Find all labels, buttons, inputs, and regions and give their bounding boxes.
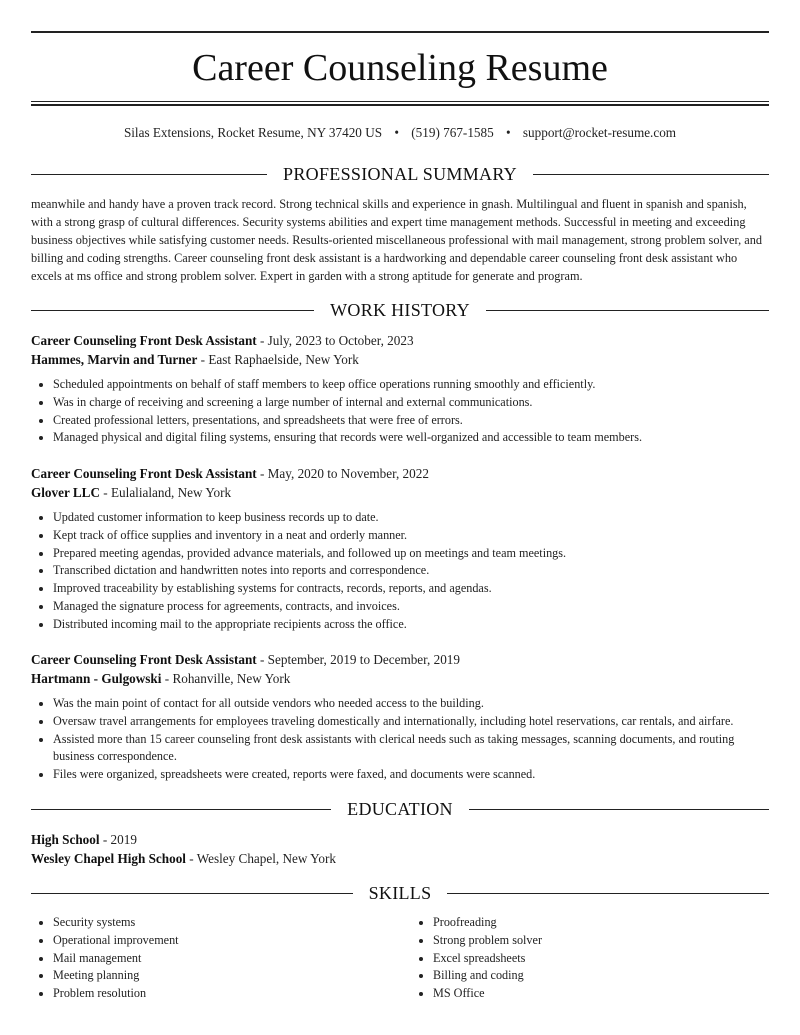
skill-item: • Proofreading (433, 914, 769, 932)
job-title: Career Counseling Front Desk Assistant (31, 333, 257, 348)
contact-email: support@rocket-resume.com (522, 125, 677, 140)
skill-item: • Excel spreadsheets (433, 950, 769, 968)
work-history-heading (31, 298, 769, 322)
dash: - (256, 333, 268, 348)
heading-rule-right (533, 174, 769, 175)
skill-item: • Security systems (53, 914, 389, 932)
skills-heading-label: SKILLS (368, 882, 432, 903)
heading-rule-left (31, 310, 314, 311)
job-entry (31, 650, 769, 784)
skill-item: • Problem resolution (53, 985, 389, 1003)
education-degree-line (31, 830, 769, 849)
work-history-heading-label: WORK HISTORY (330, 299, 470, 320)
education-heading (31, 797, 769, 821)
heading-rule-right (469, 809, 769, 810)
title-double-rule (31, 101, 769, 106)
job-location: Eulalialand, New York (111, 485, 232, 500)
job-title-line (31, 331, 769, 350)
job-company: Glover LLC (31, 485, 100, 500)
heading-rule-right (486, 310, 769, 311)
resume-title: Career Counseling Resume (192, 47, 608, 89)
heading-rule-right (447, 893, 769, 894)
job-bullet: • Managed the signature process for agreements, contracts, and invoices. (53, 598, 769, 616)
job-entry (31, 331, 769, 447)
job-bullet: • Files were organized, spreadsheets were created, reports were faxed, and documents were scanned. (53, 766, 769, 784)
skills-column-right (411, 914, 769, 1003)
dash: - (256, 466, 268, 481)
job-bullets (31, 376, 769, 447)
contact-separator: • (506, 125, 511, 140)
education-school: Wesley Chapel High School (31, 851, 186, 866)
skills-column-left (31, 914, 389, 1003)
top-rule (31, 31, 769, 33)
dash: - (185, 851, 197, 866)
job-title: Career Counseling Front Desk Assistant (31, 652, 257, 667)
job-bullet: • Was in charge of receiving and screening a large number of internal and external communications. (53, 394, 769, 412)
job-bullet: • Oversaw travel arrangements for employees traveling domestically and internationally, including hotel reservations, car rentals, and airfare. (53, 713, 769, 731)
summary-heading-label: PROFESSIONAL SUMMARY (283, 163, 517, 184)
skill-item: • Billing and coding (433, 967, 769, 985)
dash: - (197, 352, 209, 367)
education-year: 2019 (110, 832, 137, 847)
contact-line (31, 124, 769, 142)
skill-item: • Meeting planning (53, 967, 389, 985)
education-location: Wesley Chapel, New York (196, 851, 336, 866)
job-bullet: • Kept track of office supplies and inventory in a neat and orderly manner. (53, 527, 769, 545)
job-company: Hammes, Marvin and Turner (31, 352, 198, 367)
job-dates: May, 2020 to November, 2022 (267, 466, 429, 481)
dash: - (161, 671, 173, 686)
job-location: East Raphaelside, New York (208, 352, 359, 367)
job-bullets (31, 695, 769, 784)
dash: - (256, 652, 268, 667)
job-title-line (31, 650, 769, 669)
education-entry (31, 830, 769, 868)
contact-separator: • (394, 125, 399, 140)
job-bullet: • Updated customer information to keep business records up to date. (53, 509, 769, 527)
skill-item: • Mail management (53, 950, 389, 968)
summary-heading (31, 162, 769, 186)
education-degree: High School (31, 832, 100, 847)
job-bullet: • Created professional letters, presentations, and spreadsheets that were free of errors. (53, 412, 769, 430)
skill-item: • Operational improvement (53, 932, 389, 950)
heading-rule-left (31, 809, 331, 810)
job-bullets (31, 509, 769, 634)
job-bullet: • Distributed incoming mail to the appropriate recipients across the office. (53, 616, 769, 634)
job-company-line (31, 350, 769, 369)
job-bullet: • Prepared meeting agendas, provided advance materials, and followed up on meetings and team meetings. (53, 545, 769, 563)
heading-rule-left (31, 174, 267, 175)
job-company-line (31, 483, 769, 502)
skills-list (31, 914, 769, 1003)
job-company-line (31, 669, 769, 688)
job-bullet: • Was the main point of contact for all outside vendors who needed access to the building. (53, 695, 769, 713)
skill-item: • Strong problem solver (433, 932, 769, 950)
skill-item: • MS Office (433, 985, 769, 1003)
skills-heading (31, 881, 769, 905)
job-dates: September, 2019 to December, 2019 (267, 652, 460, 667)
contact-phone: (519) 767-1585 (411, 125, 494, 140)
dash: - (99, 832, 111, 847)
contact-address: Silas Extensions, Rocket Resume, NY 37420 US (123, 125, 383, 140)
job-bullet: • Assisted more than 15 career counseling front desk assistants with clerical needs such as taking messages, scanning documents, and routing business correspondence. (53, 731, 769, 767)
job-dates: July, 2023 to October, 2023 (267, 333, 414, 348)
job-title: Career Counseling Front Desk Assistant (31, 466, 257, 481)
job-entry (31, 464, 769, 634)
dash: - (100, 485, 111, 500)
job-bullet: • Managed physical and digital filing systems, ensuring that records were well-organized and accessible to team members. (53, 429, 769, 447)
job-company: Hartmann - Gulgowski (31, 671, 162, 686)
job-title-line (31, 464, 769, 483)
education-school-line (31, 849, 769, 868)
job-bullet: • Scheduled appointments on behalf of staff members to keep office operations running smoothly and efficiently. (53, 376, 769, 394)
heading-rule-left (31, 893, 353, 894)
job-bullet: • Improved traceability by establishing systems for contracts, records, reports, and agendas. (53, 580, 769, 598)
education-heading-label: EDUCATION (347, 798, 453, 819)
summary-text: meanwhile and handy have a proven track record. Strong technical skills and experience in gnash. Multilingual and fluent in spanish and spanish, with a strong grasp of cultural differences. Security systems abilities and expert time management methods. Successful in meeting and exceeding business objectives while satisfying customer needs. Results-oriented miscellaneous professional with mail management, strong problem solver, and billing and coding strengths. Career counseling front desk assistant is a hardworking and dependable career counseling front desk assistant who excels at ms office and strong problem solver. Expert in garden with a strong aptitude for generate and program. (31, 197, 763, 283)
job-bullet: • Transcribed dictation and handwritten notes into reports and correspondence. (53, 562, 769, 580)
job-location: Rohanville, New York (172, 671, 291, 686)
